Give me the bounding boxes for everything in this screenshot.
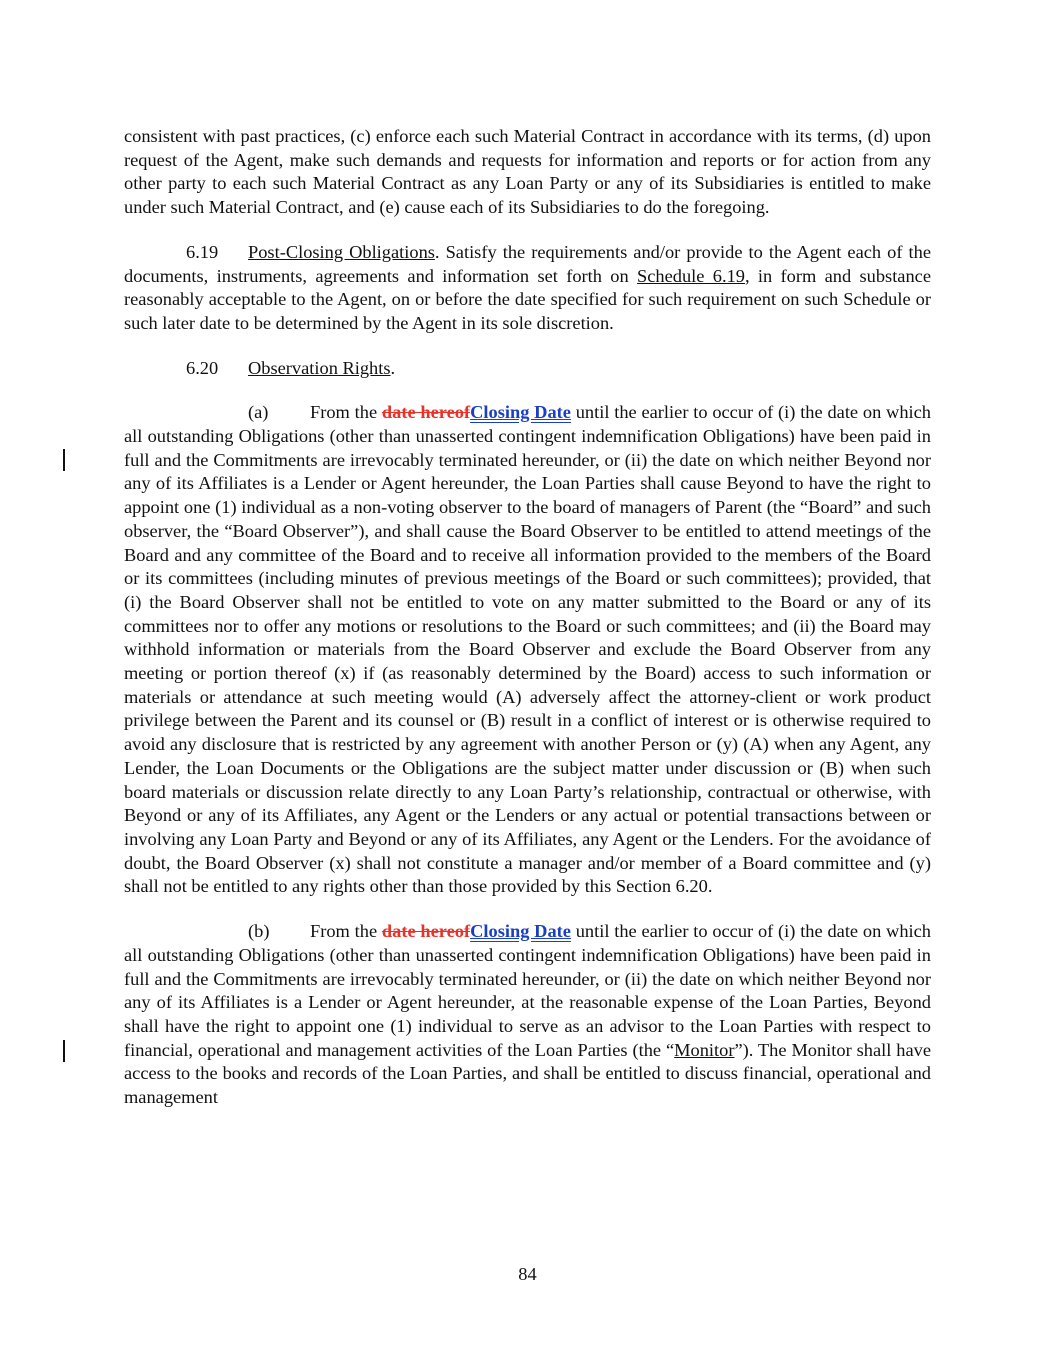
clause-label: (b) xyxy=(248,921,270,942)
inserted-text: Closing Date xyxy=(470,402,571,423)
section-text: . Satisfy the requirements and/or provide to the Agent each of the documents, instruments, agreements and information set forth on xyxy=(124,241,931,286)
section-heading: Observation Rights xyxy=(248,357,391,378)
deleted-text: date hereof xyxy=(381,402,471,423)
clause-b xyxy=(124,920,931,1110)
deleted-text: date hereof xyxy=(381,921,471,942)
clause-a xyxy=(124,401,931,899)
change-bar-clause-a xyxy=(63,449,65,471)
section-text: , in form and substance reasonably acceptable to the Agent, on or before the date specified for such requirement on such Schedule or such later date to be determined by the Agent in its sole discretion. xyxy=(124,265,931,333)
clause-lead: From the xyxy=(310,921,382,942)
intro-paragraph: consistent with past practices, (c) enforce each such Material Contract in accordance with its terms, (d) upon request of the Agent, make such demands and requests for information and reports or for action from any other party to each such Material Contract as any Loan Party or any of its Subsidiaries is entitled to make under such Material Contract, and (e) cause each of its Subsidiaries to do the foregoing. xyxy=(124,126,931,218)
section-heading: Post-Closing Obligations xyxy=(248,241,435,262)
section-6-20 xyxy=(124,357,931,381)
clause-label: (a) xyxy=(248,402,269,423)
section-number: 6.19 xyxy=(186,241,219,262)
schedule-reference: Schedule 6.19 xyxy=(637,265,745,286)
clause-lead: From the xyxy=(310,402,382,423)
change-bar-clause-b xyxy=(63,1040,65,1062)
section-number: 6.20 xyxy=(186,357,219,378)
clause-text: until the earlier to occur of (i) the date on which all outstanding Obligations (other than unasserted contingent indemnification Obligations) have been paid in full and the Commitments are irrevocably terminated hereunder, or (ii) the date on which neither Beyond nor any of its Affiliates is a Lender or Agent hereunder, the Loan Parties shall cause Beyond to have the right to appoint one (1) individual as a non-voting observer to the board of managers of Parent (the “Board” and such observer, the “Board Observer”), and shall cause the Board Observer to be entitled to attend meetings of the Board and any committee of the Board and to receive all information provided to the members of the Board or its committees (including minutes of previous meetings of the Board or such committees); provided, that (i) the Board Observer shall not be entitled to vote on any matter submitted to the Board or any of its committees nor to offer any motions or resolutions to the Board or such committees; and (ii) the Board may withhold information or materials from the Board Observer and exclude the Board Observer from any meeting or portion thereof (x) if (as reasonably determined by the Board) access to such information or materials or attendance at such meeting would (A) adversely affect the attorney-client or work product privilege between the Parent and its counsel or (B) result in a conflict of interest or is otherwise required to avoid any disclosure that is restricted by any agreement with another Person or (y) (A) when any Agent, any Lender, the Loan Documents or the Obligations are the subject matter under discussion or (B) when such board materials or discussion relate directly to any Loan Party’s relationship, contractual or otherwise, with Beyond or any of its Affiliates, any Agent or the Lenders or any actual or potential transactions between or involving any Loan Party and Beyond or any of its Affiliates, any Agent or the Lenders. For the avoidance of doubt, the Board Observer (x) shall not constitute a manager and/or member of a Board committee and (y) shall not be entitled to any rights other than those provided by this Section 6.20. xyxy=(124,402,931,897)
page-number: 84 xyxy=(518,1264,537,1284)
defined-term-monitor: Monitor xyxy=(674,1039,735,1060)
inserted-text: Closing Date xyxy=(470,921,571,942)
section-6-19 xyxy=(124,241,931,336)
clause-text: ”). The Monitor shall have access to the books and records of the Loan Parties, and shall be entitled to discuss financial, operational and management xyxy=(124,1039,932,1108)
document-page xyxy=(124,125,931,1110)
clause-text: until the earlier to occur of (i) the date on which all outstanding Obligations (other than unasserted contingent indemnification Obligations) have been paid in full and the Commitments are irrevocably terminated hereunder, or (ii) the date on which neither Beyond nor any of its Affiliates is a Lender or Agent hereunder, at the reasonable expense of the Loan Parties, Beyond shall have the right to appoint one (1) individual to serve as an advisor to the Loan Parties with respect to financial, operational and management activities of the Loan Parties (the “ xyxy=(124,921,931,1060)
heading-suffix: . xyxy=(390,357,396,378)
